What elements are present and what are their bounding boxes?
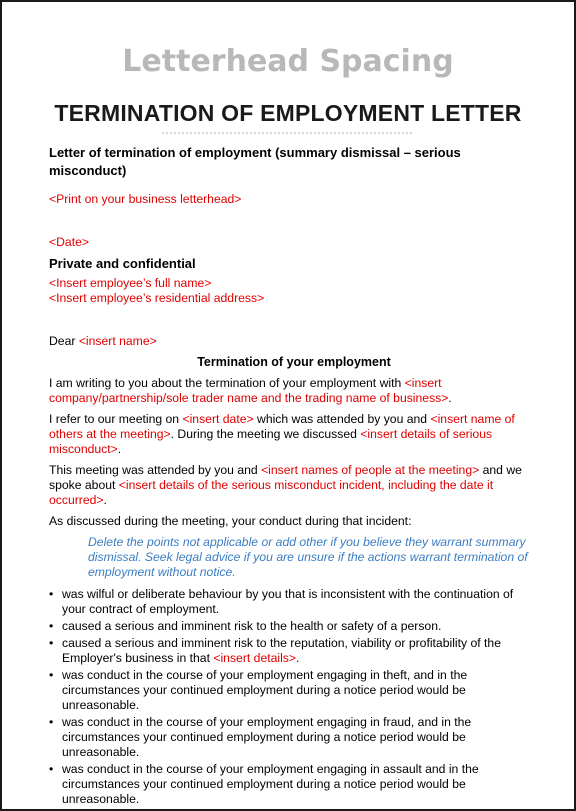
list-item	[49, 668, 539, 713]
p3-placeholder-names: <insert names of people at the meeting>	[261, 463, 480, 477]
list-item-text: was wilful or deliberate behaviour by you that is inconsistent with the continuation of your contract of employment.	[62, 587, 514, 616]
bullet-icon: •	[49, 668, 54, 682]
section-heading: Termination of your employment	[197, 355, 391, 369]
paragraph-2	[49, 412, 539, 457]
conduct-list	[49, 587, 539, 807]
list-item	[49, 587, 539, 617]
list-item-text: caused a serious and imminent risk to the health or safety of a person.	[62, 619, 442, 633]
paragraph-4: As discussed during the meeting, your conduct during that incident:	[49, 514, 412, 528]
date-placeholder: <Date>	[49, 235, 89, 249]
private-confidential: Private and confidential	[49, 256, 196, 271]
guidance-note: Delete the points not applicable or add other if you believe they warrant summary dismissal. Seek legal advice if you are unsure if the actions warrant termination of employment without notice.	[88, 535, 528, 579]
p2-placeholder-date: <insert date>	[182, 412, 254, 426]
list-item-text: was conduct in the course of your employment engaging in theft, and in the circumstances your continued employment during a notice period would be unreasonable.	[62, 668, 468, 712]
list-item	[49, 619, 539, 634]
list-item	[49, 636, 539, 666]
bullet-icon: •	[49, 762, 54, 776]
title-divider	[162, 132, 412, 136]
p3-text-a: This meeting was attended by you and	[49, 463, 262, 477]
p2-text-g: .	[117, 442, 122, 456]
p2-text-e: . During the meeting we discussed	[170, 427, 361, 441]
print-note: <Print on your business letterhead>	[49, 192, 242, 206]
p1-text-a: I am writing to you about the termination of your employment with	[49, 376, 405, 390]
employee-address-placeholder: <Insert employee’s residential address>	[49, 291, 265, 305]
paragraph-1	[49, 376, 539, 406]
p3-text-e: .	[103, 493, 107, 507]
list-item-end: .	[296, 651, 300, 665]
p3-placeholder-incident: <insert details of the serious misconduct incident, including the date it occurred>	[49, 478, 494, 507]
salutation	[49, 334, 539, 349]
bullet-icon: •	[49, 619, 54, 633]
p1-placeholder-company: <insert company/partnership/sole trader name and the trading name of business>	[49, 376, 449, 405]
list-item-text: was conduct in the course of your employment engaging in assault and in the circumstances your continued employment during a notice period would be unreasonable.	[62, 762, 479, 806]
p2-placeholder-others: <insert name of others at the meeting>	[49, 412, 515, 441]
bullet-icon: •	[49, 715, 54, 729]
salutation-text: Dear	[49, 334, 79, 348]
list-item-text: caused a serious and imminent risk to the reputation, viability or profitability of the Employer's business in that	[62, 636, 501, 665]
document-title: TERMINATION OF EMPLOYMENT LETTER	[54, 100, 522, 126]
salutation-name: <insert name>	[78, 334, 157, 348]
p1-text-c: .	[448, 391, 452, 405]
letterhead-spacing: Letterhead Spacing	[122, 44, 454, 79]
bullet-icon: •	[49, 636, 54, 650]
p3-text-c: and we spoke about	[49, 463, 522, 492]
list-item-placeholder: <insert details>	[213, 651, 297, 665]
paragraph-3	[49, 463, 539, 508]
p2-text-c: which was attended by you and	[253, 412, 431, 426]
letter-body	[49, 144, 539, 809]
bullet-icon: •	[49, 587, 54, 601]
employee-name-placeholder: <Insert employee’s full name>	[49, 276, 212, 290]
list-item	[49, 715, 539, 760]
p2-text-a: I refer to our meeting on	[49, 412, 183, 426]
list-item-text: was conduct in the course of your employment engaging in fraud, and in the circumstances your continued employment during a notice period would be unreasonable.	[62, 715, 472, 759]
p2-placeholder-misconduct: <insert details of serious misconduct>	[49, 427, 493, 456]
list-item	[49, 762, 539, 807]
letter-subtitle: Letter of termination of employment (summary dismissal – serious misconduct)	[49, 145, 461, 178]
